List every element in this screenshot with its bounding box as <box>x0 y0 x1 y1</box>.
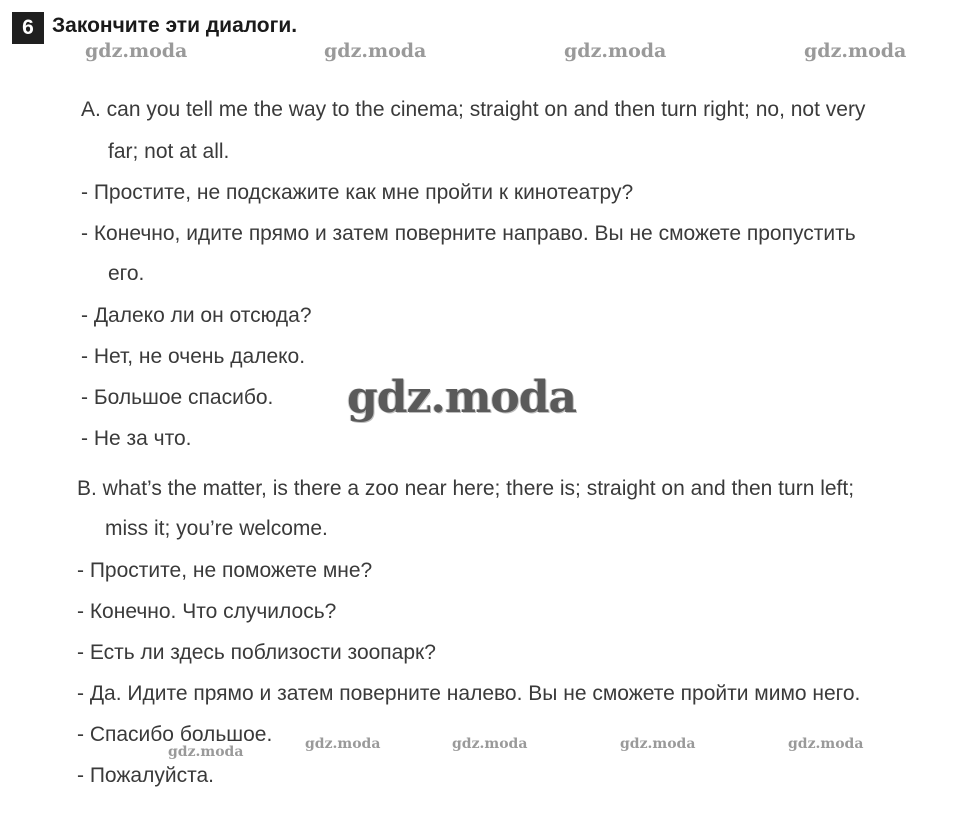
watermark: gdz.moda <box>168 744 244 760</box>
watermark: gdz.moda <box>620 736 696 752</box>
dialog-a-line: - Большое спасибо. <box>81 386 274 409</box>
dialog-a-line: - Простите, не подскажите как мне пройти к кинотеатру? <box>81 181 634 204</box>
watermark: gdz.moda <box>85 40 188 62</box>
dialog-a-line: его. <box>108 262 145 285</box>
dialog-b-line: - Есть ли здесь поблизости зоопарк? <box>77 641 436 664</box>
dialog-b-prompt-continued: miss it; you’re welcome. <box>105 517 328 540</box>
dialog-a-prompt: A. can you tell me the way to the cinema; straight on and then turn right; no, not very <box>81 98 866 121</box>
watermark: gdz.moda <box>564 40 667 62</box>
dialog-b-line: - Спасибо большое. <box>77 723 273 746</box>
dialog-b-line: - Конечно. Что случилось? <box>77 600 337 623</box>
dialog-b-prompt: B. what’s the matter, is there a zoo near here; there is; straight on and then turn left; <box>77 477 855 500</box>
task-title: Закончите эти диалоги. <box>52 14 298 37</box>
dialog-a-line: - Далеко ли он отсюда? <box>81 304 312 327</box>
watermark: gdz.moda <box>804 40 907 62</box>
dialog-a-line: - Конечно, идите прямо и затем поверните направо. Вы не сможете пропустить <box>81 222 856 245</box>
watermark: gdz.moda <box>452 736 528 752</box>
watermark: gdz.moda <box>324 40 427 62</box>
dialog-a-line: - Нет, не очень далеко. <box>81 345 306 368</box>
dialog-b-line: - Да. Идите прямо и затем поверните налево. Вы не сможете пройти мимо него. <box>77 682 861 705</box>
task-number-badge: 6 <box>12 12 44 44</box>
watermark: gdz.moda <box>347 372 577 423</box>
watermark: gdz.moda <box>788 736 864 752</box>
dialog-b-line: - Простите, не поможете мне? <box>77 559 373 582</box>
dialog-b-line: - Пожалуйста. <box>77 764 214 787</box>
dialog-a-line: - Не за что. <box>81 427 192 450</box>
dialog-a-prompt-continued: far; not at all. <box>108 140 230 163</box>
watermark: gdz.moda <box>305 736 381 752</box>
